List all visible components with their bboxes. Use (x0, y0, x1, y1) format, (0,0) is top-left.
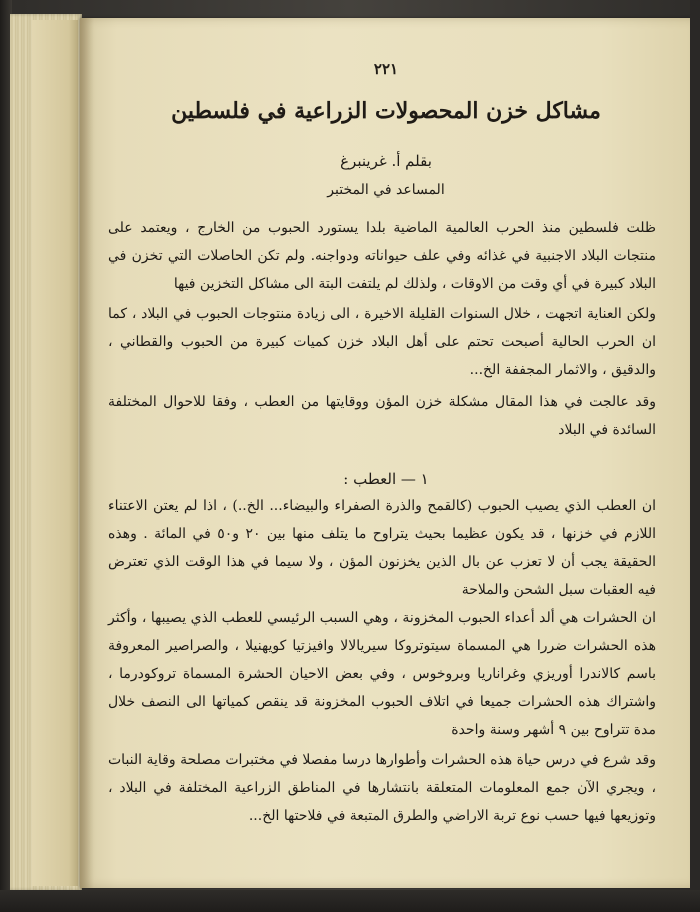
page-number: ٢٢١ (373, 60, 399, 78)
page-gutter-shadow (80, 18, 94, 888)
paragraph-context: ولكن العناية اتجهت ، خلال السنوات القليلة الاخيرة ، الى زيادة منتوجات الحبوب في البلاد ، كما ان الحرب الحالية أصبحت تحتم على أهل البلاد خزن كميات كبيرة من الحبوب والقطاني ، والدقيق ، والاثمار المجففة الخ... (108, 306, 656, 378)
page-stack (10, 14, 82, 890)
paragraph-intro: ظلت فلسطين منذ الحرب العالمية الماضية بلدا يستورد الحبوب من الخارج ، ويعتمد على منتجات البلاد الاجنبية في غذائه وفي علف حيواناته ودواجنه. ولم تكن الحاصلات التي تخزن في البلاد كبيرة في أي وقت من الاوقات ، ولذلك لم يلتفت البتة الى مشاكل التخزين فيها (108, 220, 656, 292)
section-heading: ١ — العطب : (343, 470, 429, 488)
author-byline: بقلم أ. غرينبرغ (340, 152, 432, 170)
paragraph-damage: ان العطب الذي يصيب الحبوب (كالقمح والذرة الصفراء والبيضاء... الخ..) ، اذا لم يعتن الاعتناء اللازم في خزنها ، قد يكون عظيما بحيث يتراوح ما يتلف منها بين ٢٠ و٥٠ في المائة . وهذه الحقيقة يجب أن لا تعزب عن بال الذين يخزنون المؤن ، ولا سيما في هذا الوقت الذي تعترض فيه العقبات سبل الشحن والملاحة (108, 498, 656, 598)
paragraph-insects: ان الحشرات هي ألد أعداء الحبوب المخزونة ، وهي السبب الرئيسي للعطب الذي يصيبها ، وأكثر هذه الحشرات ضررا هي المسماة سيتوتروكا سيريالالا وافيزتيا كويهنيلا ، والصراصير المعروفة باسم كالاندرا أوريزي وغراناريا وبروخوس ، وفي بعض الاحيان الحشرة المسماة تروكودرما ، واشتراك هذه الحشرات جميعا في اتلاف الحبوب المخزونة قد ينقص كمياتها الى النصف خلال مدة تتراوح بين ٩ أشهر وسنة واحدة (108, 610, 656, 738)
page-stack-inner (32, 20, 78, 886)
right-edge-strip (690, 0, 700, 912)
bottom-edge-shadow (0, 890, 700, 912)
author-role: المساعد في المختبر (327, 182, 445, 198)
paragraph-scope: وقد عالجت في هذا المقال مشكلة خزن المؤن ووقايتها من العطب ، وفقا للاحوال المختلفة السائدة في البلاد (108, 394, 656, 438)
book-page (80, 18, 692, 888)
article-title: مشاكل خزن المحصولات الزراعية في فلسطين (171, 98, 601, 124)
paragraph-research: وقد شرع في درس حياة هذه الحشرات وأطوارها درسا مفصلا في مختبرات مصلحة وقاية النبات ، ويجري الآن جمع المعلومات المتعلقة بانتشارها في المناطق الزراعية المختلفة في البلاد ، وتوزيعها فيها حسب نوع تربة الاراضي والطرق المتبعة في فلاحتها الخ... (108, 752, 656, 824)
